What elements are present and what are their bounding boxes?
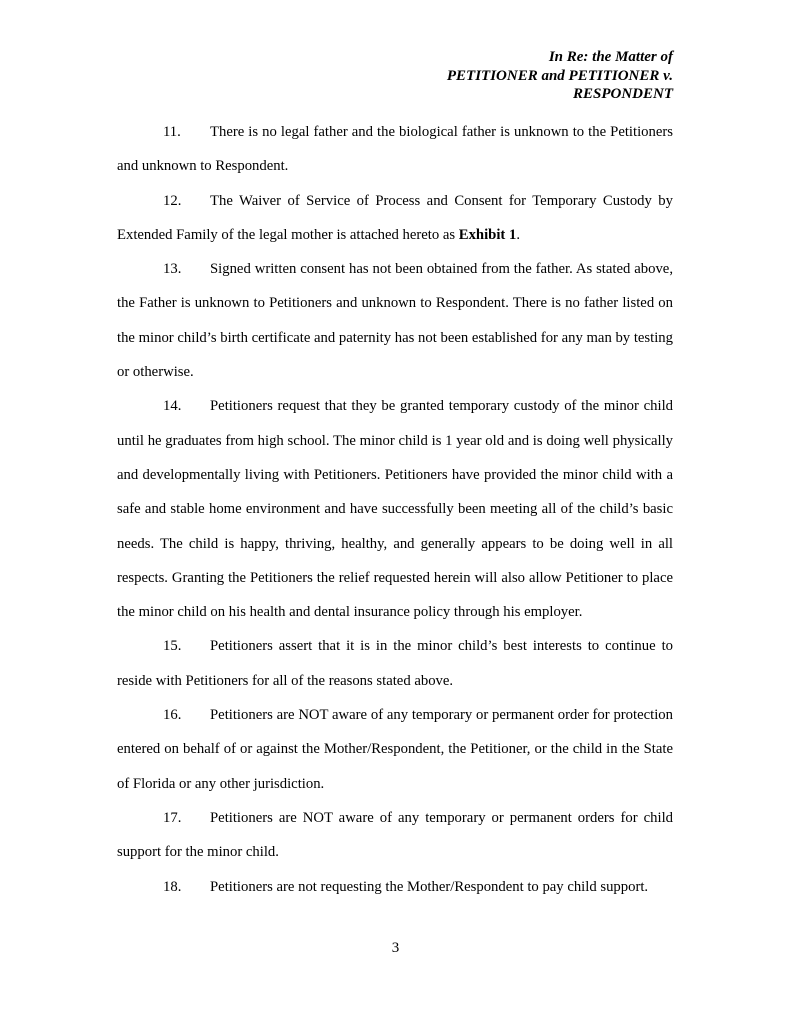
document-body [117,115,673,904]
paragraph-text: Signed written consent has not been obtained from the father. As stated above, the Father is unknown to Petitioners and unknown to Respondent. There is no father listed on the minor child’s birth certificate and paternity has not been established for any man by testing or otherwise. [117,261,673,381]
page-number: 3 [391,940,400,956]
paragraph-number: 15. [163,638,182,655]
paragraph-12 [117,184,673,253]
paragraph-text: Petitioners request that they be granted temporary custody of the minor child until he graduates from high school. The minor child is 1 year old and is doing well physically and developmentally living with Petitioners. Petitioners have provided the minor child with a safe and stable home environment and have successfully been meeting all of the child’s basic needs. The child is happy, thriving, healthy, and generally appears to be doing well in all respects. Granting the Petitioners the relief requested herein will also allow Petitioner to place the minor child on his health and dental insurance policy through his employer. [117,398,673,621]
caption-line-3: RESPONDENT [572,86,673,102]
paragraph-11 [117,115,673,184]
paragraph-number: 14. [163,398,182,415]
paragraph-text: The Waiver of Service of Process and Consent for Temporary Custody by Extended Family of the legal mother is attached hereto as [117,192,673,243]
paragraph-number: 17. [163,809,182,826]
caption-line-2: PETITIONER and PETITIONER v. [446,67,673,84]
case-caption-header [447,48,673,104]
paragraph-number: 12. [163,192,182,209]
paragraph-number: 16. [163,707,182,724]
paragraph-16 [117,698,673,801]
paragraph-text: Petitioners assert that it is in the minor child’s best interests to continue to reside with Petitioners for all of the reasons stated above. [117,638,673,689]
paragraph-13 [117,252,673,389]
paragraph-text-end: . [516,226,520,243]
exhibit-reference: Exhibit 1 [458,226,517,243]
caption-line-1: In Re: the Matter of [548,49,673,65]
paragraph-17 [117,801,673,870]
paragraph-text: Petitioners are not requesting the Mother/Respondent to pay child support. [210,878,649,895]
paragraph-text: Petitioners are NOT aware of any temporary or permanent order for protection entered on behalf of or against the Mother/Respondent, the Petitioner, or the child in the State of Florida or any other jurisdiction. [117,707,673,792]
paragraph-number: 13. [163,261,182,278]
paragraph-15 [117,629,673,698]
paragraph-18 [117,870,673,904]
paragraph-14 [117,389,673,629]
paragraph-number: 18. [163,878,182,895]
paragraph-text: Petitioners are NOT aware of any temporary or permanent orders for child support for the minor child. [117,809,673,861]
paragraph-number: 11. [163,124,181,140]
paragraph-text: There is no legal father and the biological father is unknown to the Petitioners and unknown to Respondent. [117,124,673,175]
